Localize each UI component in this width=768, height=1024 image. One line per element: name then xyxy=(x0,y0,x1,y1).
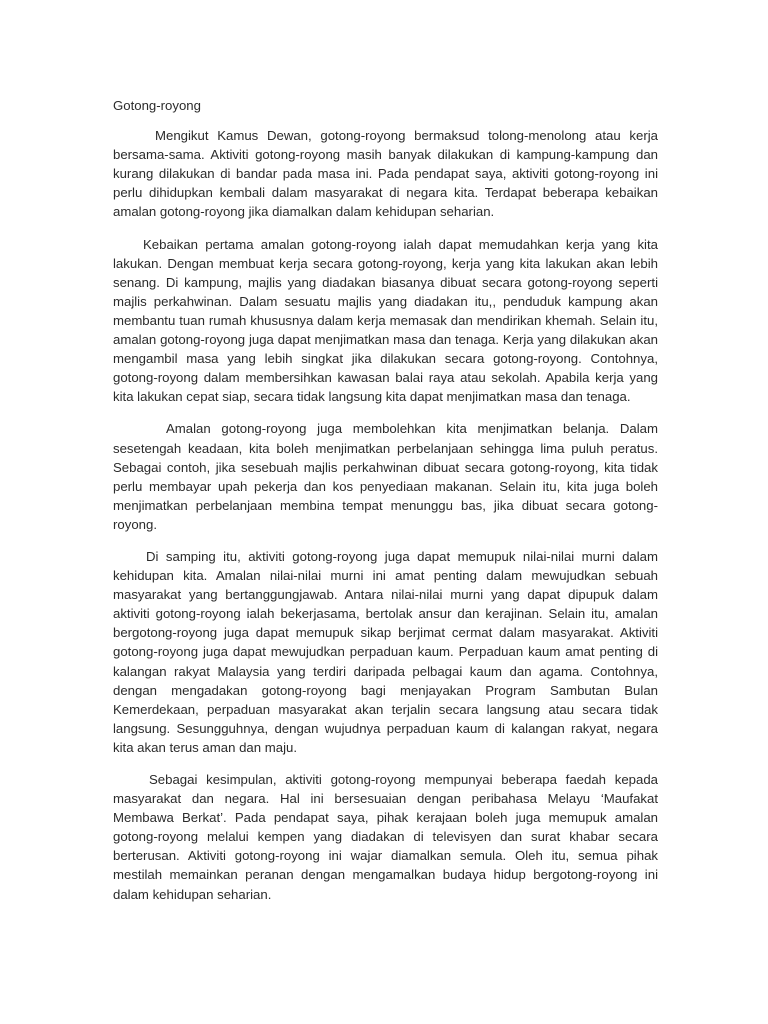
paragraph-conclusion: Sebagai kesimpulan, aktiviti gotong-royong mempunyai beberapa faedah kepada masyarakat dan negara. Hal ini bersesuaian dengan peribahasa Melayu ‘Maufakat Membawa Berkat’. Pada pendapat saya, pihak kerajaan boleh juga memupuk amalan gotong-royong melalui kempen yang diadakan di televisyen dan surat khabar secara berterusan. Aktiviti gotong-royong ini wajar diamalkan semula. Oleh itu, semua pihak mestilah memainkan peranan dengan mengamalkan budaya hidup bergotong-royong ini dalam kehidupan seharian. xyxy=(113,772,658,902)
paragraph-first-benefit: Kebaikan pertama amalan gotong-royong ialah dapat memudahkan kerja yang kita lakukan. Dengan membuat kerja secara gotong-royong, kerja yang kita lakukan akan lebih senang. Di kampung, majlis yang diadakan biasanya dibuat secara gotong-royong seperti majlis perkahwinan. Dalam sesuatu majlis yang diadakan itu,, penduduk kampung akan membantu tuan rumah khususnya dalam kerja memasak dan mendirikan khemah. Selain itu, amalan gotong-royong juga dapat menjimatkan masa dan tenaga. Kerja yang dilakukan akan mengambil masa yang lebih singkat jika dilakukan secara gotong-royong. Contohnya, gotong-royong dalam membersihkan kawasan balai raya atau sekolah. Apabila kerja yang kita lakukan cepat siap, secara tidak langsung kita dapat menjimatkan masa dan tenaga. xyxy=(113,236,658,405)
document-title: Gotong-royong xyxy=(113,98,201,113)
paragraph-introduction: Mengikut Kamus Dewan, gotong-royong bermaksud tolong-menolong atau kerja bersama-sama. Aktiviti gotong-royong masih banyak dilakukan di kampung-kampung dan kurang dilakukan di bandar pada masa ini. Pada pendapat saya, aktiviti gotong-royong ini perlu dihidupkan kembali dalam masyarakat di negara kita. Terdapat beberapa kebaikan amalan gotong-royong jika diamalkan dalam kehidupan seharian. xyxy=(113,128,658,220)
paragraph-saving-costs: Amalan gotong-royong juga membolehkan kita menjimatkan belanja. Dalam sesetengah keadaan, kita boleh menjimatkan perbelanjaan sehingga lima puluh peratus. Sebagai contoh, jika sesebuah majlis perkahwinan dibuat secara gotong-royong, kita tidak perlu membayar upah pekerja dan kos penyediaan makanan. Selain itu, kita juga boleh menjimatkan perbelanjaan membina tempat menunggu bas, jika dibuat secara gotong-royong. xyxy=(113,421,658,532)
paragraph-moral-values: Di samping itu, aktiviti gotong-royong juga dapat memupuk nilai-nilai murni dalam kehidupan kita. Amalan nilai-nilai murni ini amat penting dalam mewujudkan sebuah masyarakat yang bertanggungjawab. Antara nilai-nilai murni yang dapat dipupuk dalam aktiviti gotong-royong ialah bekerjasama, bertolak ansur dan kerajinan. Selain itu, amalan bergotong-royong juga dapat memupuk sikap berjimat cermat dalam masyarakat. Aktiviti gotong-royong juga dapat mewujudkan perpaduan kaum. Perpaduan kaum amat penting di kalangan rakyat Malaysia yang terdiri daripada pelbagai kaum dan agama. Contohnya, dengan mengadakan gotong-royong bagi menjayakan Program Sambutan Bulan Kemerdekaan, perpaduan masyarakat akan terjalin secara langsung atau secara tidak langsung. Sesungguhnya, dengan wujudnya perpaduan kaum di kalangan rakyat, negara kita akan terus aman dan maju. xyxy=(113,548,658,755)
